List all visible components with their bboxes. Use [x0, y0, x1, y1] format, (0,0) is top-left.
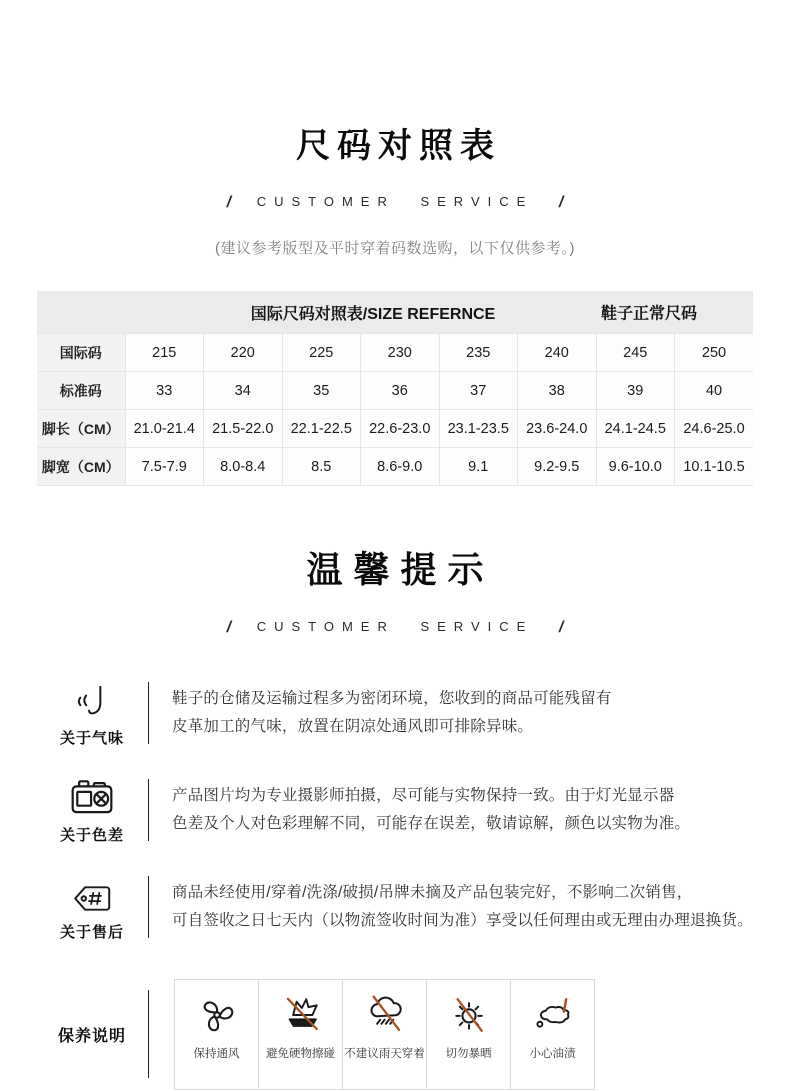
cell: 21.5-22.0 [204, 410, 283, 448]
cell: 235 [439, 334, 518, 372]
advice-note: (建议参考版型及平时穿着码数选购，以下仅供参考。) [215, 240, 575, 258]
rain-icon [364, 993, 406, 1037]
rock-icon [280, 993, 322, 1037]
slash-left-icon: / [226, 194, 232, 212]
care-item-label: 保持通风 [193, 1047, 240, 1060]
cell: 24.6-25.0 [675, 410, 754, 448]
cell: 39 [596, 372, 675, 410]
cell: 24.1-24.5 [596, 410, 675, 448]
cell: 23.1-23.5 [439, 410, 518, 448]
cell: 22.6-23.0 [361, 410, 440, 448]
cell: 10.1-10.5 [675, 448, 754, 486]
sun-icon [448, 993, 490, 1037]
cell: 215 [125, 334, 204, 372]
cell: 220 [204, 334, 283, 372]
smell-icon [72, 678, 112, 720]
tip-item-smell [36, 678, 754, 748]
customer-service-text: CUSTOMER SERVICE [256, 194, 534, 210]
cell: 9.2-9.5 [518, 448, 597, 486]
tips-section-title: 温馨提示 [306, 549, 495, 591]
cell: 9.1 [439, 448, 518, 486]
care-item-label: 切勿暴晒 [445, 1047, 492, 1060]
cell: 225 [282, 334, 361, 372]
size-table [37, 291, 753, 486]
care-section [36, 979, 754, 1090]
cell: 37 [439, 372, 518, 410]
tag-icon [71, 872, 113, 914]
row-label: 脚长（CM） [37, 410, 125, 448]
cell: 8.0-8.4 [204, 448, 283, 486]
care-item-no-rain [342, 979, 427, 1090]
care-item-label: 小心油渍 [529, 1047, 576, 1060]
size-table-header [37, 291, 753, 334]
tip-text-line: 色差及个人对色彩理解不同，可能存在误差，敬请谅解，颜色以实物为准。 [172, 814, 691, 832]
row-label: 国际码 [37, 334, 125, 372]
slash-right-icon: / [558, 618, 564, 636]
cell: 240 [518, 334, 597, 372]
table-row-foot-width [37, 448, 753, 486]
cell: 36 [361, 372, 440, 410]
header-main-title: 国际尺码对照表/SIZE REFERNCE [250, 305, 496, 323]
cell: 34 [204, 372, 283, 410]
cell: 38 [518, 372, 597, 410]
customer-service-text: CUSTOMER SERVICE [256, 618, 534, 634]
care-item-label: 不建议雨天穿着 [344, 1047, 425, 1060]
table-row-intl-code [37, 334, 753, 372]
tip-text-line: 鞋子的仓储及运输过程多为密闭环境，您收到的商品可能残留有 [172, 690, 612, 708]
care-item-label: 避免硬物擦碰 [266, 1047, 335, 1060]
cell: 8.6-9.0 [361, 448, 440, 486]
row-label: 标准码 [37, 372, 125, 410]
size-section-title: 尺码对照表 [296, 127, 501, 165]
warm-tips-section [0, 550, 790, 1090]
slash-left-icon: / [226, 618, 232, 636]
tip-label: 关于气味 [59, 729, 124, 747]
care-item-oil [510, 979, 595, 1090]
size-table-header-row [37, 291, 753, 334]
camera-icon [69, 775, 115, 817]
cell: 9.6-10.0 [596, 448, 675, 486]
fan-icon [196, 993, 238, 1037]
tip-item-color [36, 775, 754, 845]
row-label: 脚宽（CM） [37, 448, 125, 486]
tip-text-line: 可自签收之日七天内（以物流签收时间为准）享受以任何理由或无理由办理退换货。 [172, 911, 753, 929]
care-label: 保养说明 [57, 1027, 126, 1045]
cell: 7.5-7.9 [125, 448, 204, 486]
cell: 8.5 [282, 448, 361, 486]
table-row-foot-length [37, 410, 753, 448]
customer-service-line [0, 619, 790, 637]
cell: 21.0-21.4 [125, 410, 204, 448]
tip-text-line: 皮革加工的气味，放置在阴凉处通风即可排除异味。 [172, 717, 534, 735]
care-item-no-sun [426, 979, 511, 1090]
header-right-title: 鞋子正常尺码 [600, 305, 697, 323]
tip-label: 关于色差 [59, 826, 124, 844]
tip-text-line: 产品图片均为专业摄影师拍摄，尽可能与实物保持一致。由于灯光显示器 [172, 787, 675, 805]
customer-service-line [0, 194, 790, 212]
cell: 245 [596, 334, 675, 372]
cell: 33 [125, 372, 204, 410]
cell: 40 [675, 372, 754, 410]
care-item-no-scratch [258, 979, 343, 1090]
tip-item-aftersales [36, 872, 754, 942]
oil-icon [532, 993, 574, 1037]
slash-right-icon: / [558, 194, 564, 212]
tip-label: 关于售后 [59, 923, 124, 941]
cell: 250 [675, 334, 754, 372]
care-item-ventilation [174, 979, 259, 1090]
tip-text-line: 商品未经使用/穿着/洗涤/破损/吊牌未摘及产品包装完好，不影响二次销售， [172, 884, 693, 902]
cell: 23.6-24.0 [518, 410, 597, 448]
size-chart-section [0, 128, 790, 486]
cell: 22.1-22.5 [282, 410, 361, 448]
cell: 230 [361, 334, 440, 372]
divider [148, 990, 149, 1078]
cell: 35 [282, 372, 361, 410]
table-row-std-code [37, 372, 753, 410]
